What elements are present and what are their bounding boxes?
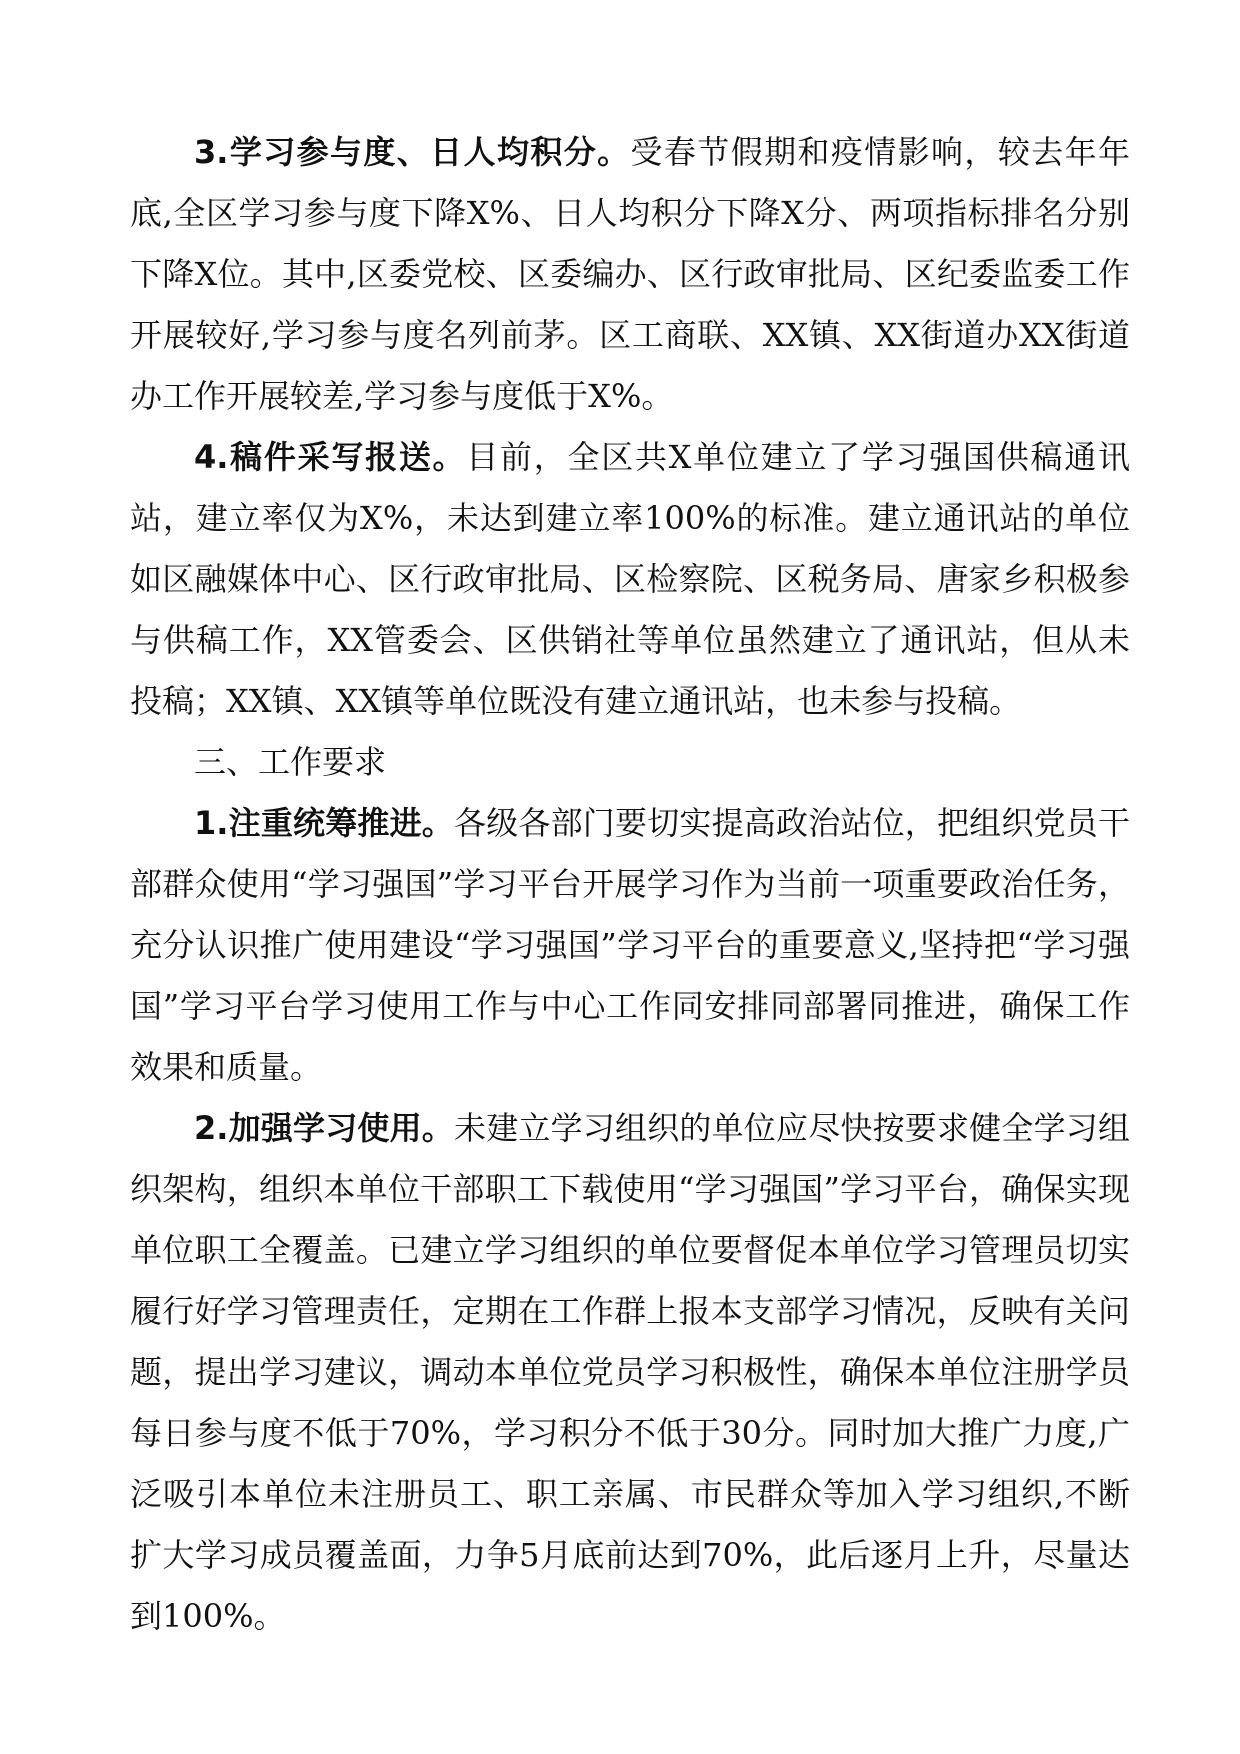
paragraph-coordination (130, 793, 1130, 1098)
document-page (130, 122, 1130, 1647)
paragraph-body: 目前，全区共X单位建立了学习强国供稿通讯站，建立率仅为X%，未达到建立率100%的标准。建立通讯站的单位如区融媒体中心、区行政审批局、区检察院、区税务局、唐家乡积极参与供稿工作，XX管委会、区供销社等单位虽然建立了通讯站，但从未投稿；XX镇、XX镇等单位既没有建立通讯站，也未参与投稿。 (130, 438, 1130, 720)
paragraph-lead: 2.加强学习使用。 (194, 1109, 455, 1147)
paragraph-body: 各级各部门要切实提高政治站位，把组织党员干部群众使用“学习强国”学习平台开展学习作为当前一项重要政治任务，充分认识推广使用建设“学习强国”学习平台的重要意义,坚持把“学习强国”学习平台学习使用工作与中心工作同安排同部署同推进，确保工作效果和质量。 (130, 804, 1130, 1086)
paragraph-participation (130, 122, 1130, 427)
paragraph-body: 受春节假期和疫情影响，较去年年底,全区学习参与度下降X%、日人均积分下降X分、两项指标排名分别下降X位。其中,区委党校、区委编办、区行政审批局、区纪委监委工作开展较好,学习参与度名列前茅。区工商联、XX镇、XX街道办XX街道办工作开展较差,学习参与度低于X%。 (130, 133, 1130, 415)
section-heading: 三、工作要求 (194, 743, 387, 781)
paragraph-lead: 3.学习参与度、日人均积分。 (194, 133, 631, 171)
paragraph-lead: 1.注重统筹推进。 (194, 804, 455, 842)
paragraph-body: 未建立学习组织的单位应尽快按要求健全学习组织架构，组织本单位干部职工下载使用“学习强国”学习平台，确保实现单位职工全覆盖。已建立学习组织的单位要督促本单位学习管理员切实履行好学习管理责任，定期在工作群上报本支部学习情况，反映有关问题，提出学习建议，调动本单位党员学习积极性，确保本单位注册学员每日参与度不低于70%，学习积分不低于30分。同时加大推广力度,广泛吸引本单位未注册员工、职工亲属、市民群众等加入学习组织,不断扩大学习成员覆盖面，力争5月底前达到70%，此后逐月上升，尽量达到100%。 (130, 1109, 1130, 1635)
paragraph-lead: 4.稿件采写报送。 (194, 438, 467, 476)
paragraph-manuscripts (130, 427, 1130, 732)
paragraph-usage (130, 1098, 1130, 1647)
